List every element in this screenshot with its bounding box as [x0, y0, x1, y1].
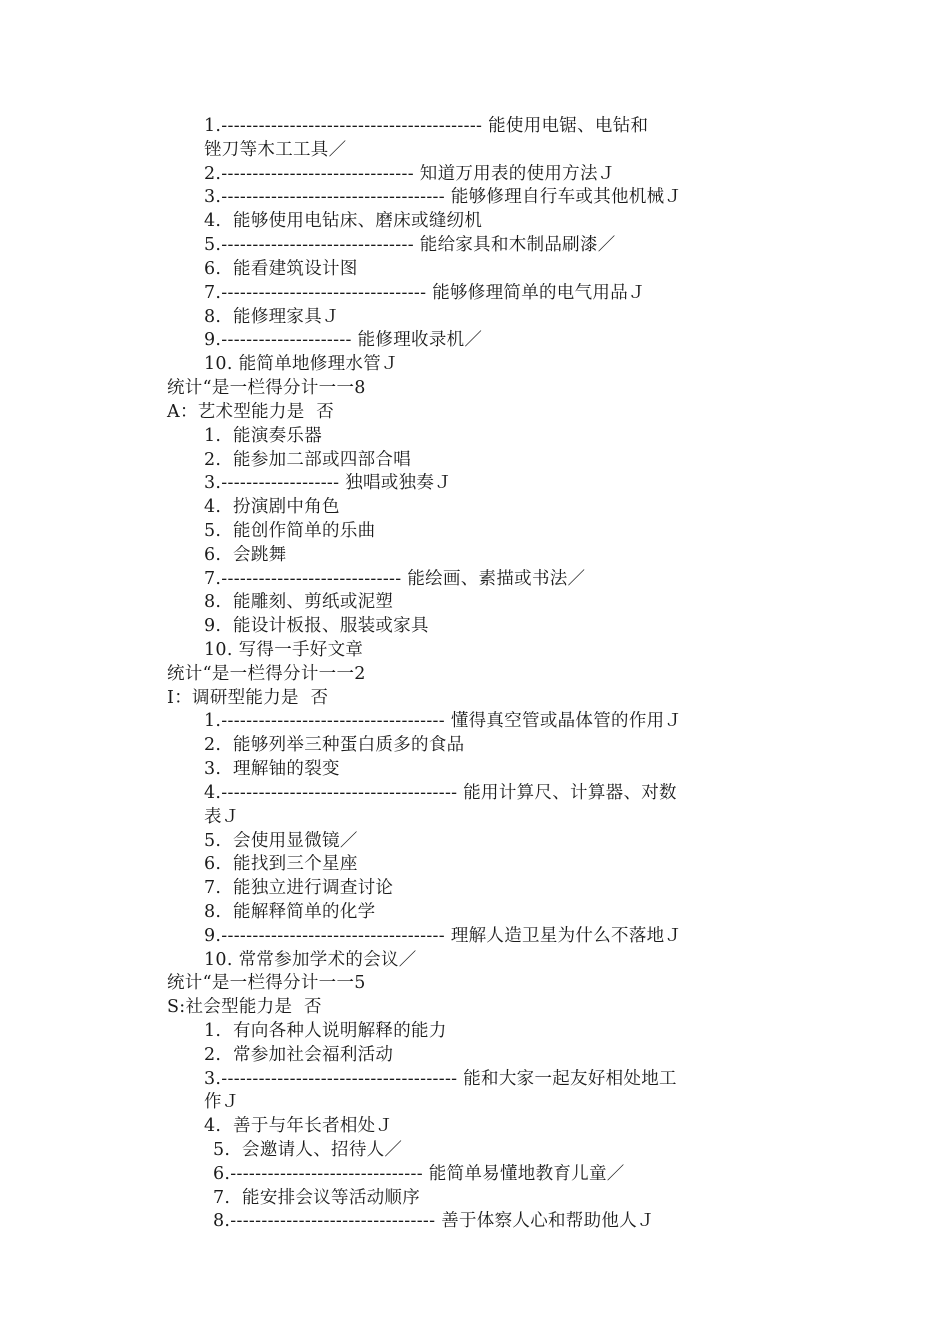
item-line: 5. 会邀请人、招待人／ [213, 1140, 403, 1160]
item-line: 表Ｊ [204, 807, 240, 827]
item-line: 2.------------------------------- 知道万用表的使用方法Ｊ [204, 164, 616, 184]
section-heading: S:社会型能力是 否 [167, 997, 322, 1017]
item-line: 10. 写得一手好文章 [204, 640, 364, 660]
item-line: 10. 常常参加学术的会议／ [204, 950, 417, 970]
item-line: 4. 扮演剧中角色 [204, 497, 340, 517]
item-line: 作Ｊ [204, 1092, 240, 1112]
item-line: 3.------------------- 独唱或独奏Ｊ [204, 473, 453, 493]
score-summary: 统计“是一栏得分计一一2 [167, 664, 366, 684]
section-heading: A：艺术型能力是 否 [167, 402, 335, 422]
item-line: 4. 善于与年长者相处Ｊ [204, 1116, 394, 1136]
item-line: 3.------------------------------------ 能够修理自行车或其他机械Ｊ [204, 187, 683, 207]
item-line: 6. 会跳舞 [204, 545, 287, 565]
section-heading: I：调研型能力是 否 [167, 688, 329, 708]
item-line: 2. 能够列举三种蛋白质多的食品 [204, 735, 465, 755]
item-line: 10. 能简单地修理水管Ｊ [204, 354, 399, 374]
item-line: 2. 能参加二部或四部合唱 [204, 450, 412, 470]
item-line: 8. 能雕刻、剪纸或泥塑 [204, 592, 394, 612]
item-line: 1. 能演奏乐器 [204, 426, 323, 446]
item-line: 6. 能找到三个星座 [204, 854, 358, 874]
item-line: 1. 有向各种人说明解释的能力 [204, 1021, 447, 1041]
item-line: 5. 会使用显微镜／ [204, 831, 358, 851]
item-line: 6.------------------------------- 能简单易懂地教育儿童／ [213, 1164, 625, 1184]
item-line: 5. 能创作简单的乐曲 [204, 521, 376, 541]
score-summary: 统计“是一栏得分计一一8 [167, 378, 366, 398]
item-line: 8. 能解释简单的化学 [204, 902, 376, 922]
item-line: 8.--------------------------------- 善于体察人心和帮助他人Ｊ [213, 1211, 655, 1231]
item-line: 8. 能修理家具Ｊ [204, 307, 340, 327]
item-line: 5.------------------------------- 能给家具和木制品刷漆／ [204, 235, 616, 255]
item-line: 2. 常参加社会福利活动 [204, 1045, 394, 1065]
item-line: 1.------------------------------------------ 能使用电锯、电钻和 [204, 116, 649, 136]
item-line: 9. 能设计板报、服装或家具 [204, 616, 429, 636]
item-line: 4.-------------------------------------- 能用计算尺、计算器、对数 [204, 783, 677, 803]
item-line: 7.----------------------------- 能绘画、素描或书法／ [204, 569, 586, 589]
item-line: 6. 能看建筑设计图 [204, 259, 358, 279]
score-summary: 统计“是一栏得分计一一5 [167, 973, 366, 993]
item-line: 4. 能够使用电钻床、磨床或缝纫机 [204, 211, 483, 231]
item-line: 7.--------------------------------- 能够修理简单的电气用品Ｊ [204, 283, 646, 303]
item-line: 3.-------------------------------------- 能和大家一起友好相处地工 [204, 1069, 677, 1089]
item-line: 1.------------------------------------ 懂得真空管或晶体管的作用Ｊ [204, 711, 683, 731]
item-line: 3. 理解铀的裂变 [204, 759, 340, 779]
item-line: 7. 能独立进行调查讨论 [204, 878, 394, 898]
item-line: 7. 能安排会议等活动顺序 [213, 1188, 421, 1208]
item-line: 9.------------------------------------ 理解人造卫星为什么不落地Ｊ [204, 926, 683, 946]
item-line: 锉刀等木工工具／ [204, 140, 347, 160]
item-line: 9.--------------------- 能修理收录机／ [204, 330, 483, 350]
